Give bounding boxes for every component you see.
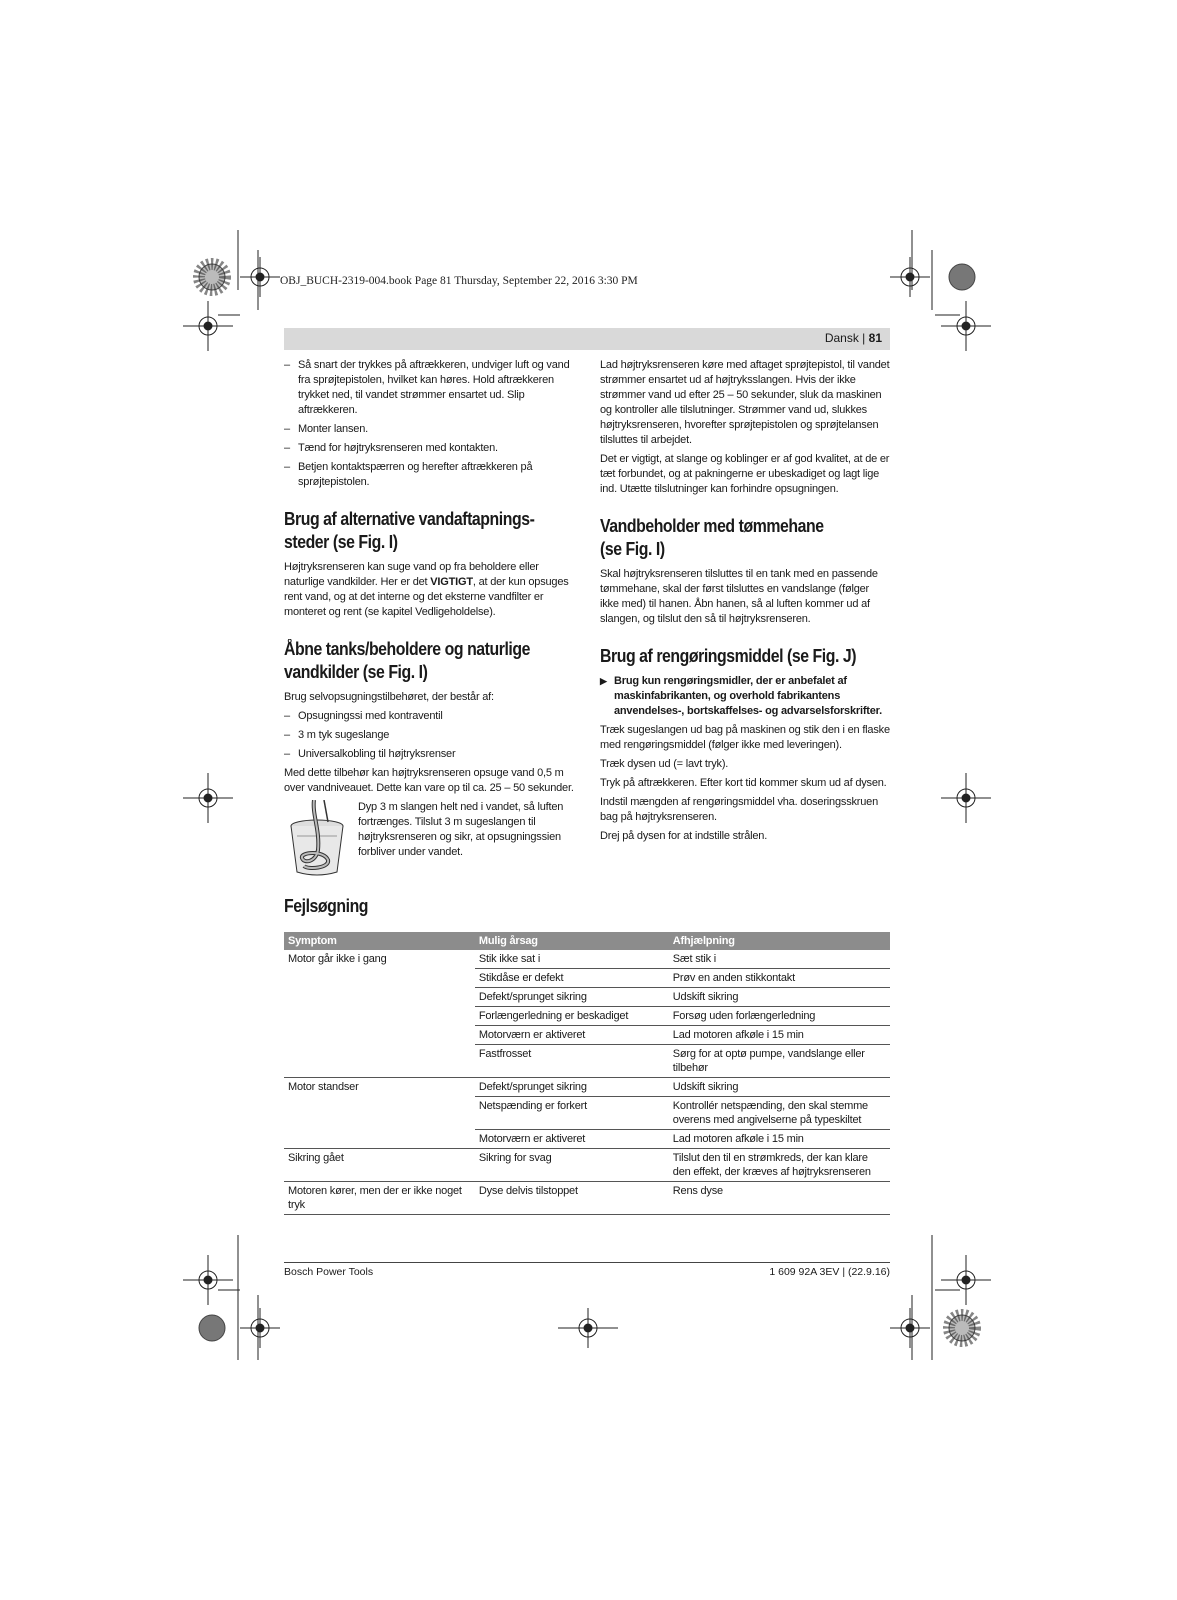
remedy-cell: Lad motoren afkøle i 15 min <box>669 1026 890 1045</box>
troubleshooting-title: Fejlsøgning <box>284 896 369 916</box>
cause-cell: Motorværn er aktiveret <box>475 1026 669 1045</box>
table-header-row <box>284 932 890 950</box>
page-number: 81 <box>868 331 882 345</box>
bucket-hose-illustration <box>284 800 350 878</box>
page-label: Dansk | 81 <box>824 331 882 345</box>
cause-cell: Defekt/sprunget sikring <box>475 988 669 1007</box>
list-item: – Betjen kontaktspærren og herefter aftrækkeren på sprøjtepistolen. <box>284 460 574 490</box>
footer-brand: Bosch Power Tools <box>284 1266 374 1278</box>
right-paragraph-2: Det er vigtigt, at slange og koblinger er af god kvalitet, at de er tæt forbundet, og at pakningerne er ubeskadiget og lagt lige ind. Utætte tilslutninger kan forhindre opsugningen. <box>600 453 890 495</box>
list-item: – Så snart der trykkes på aftrækkeren, undviger luft og vand fra sprøjtepistolen, hvilket kan høres. Hold aftrækkeren trykket ned, til vandet strømmer ensartet ud. Slip aftrækkeren. <box>284 358 574 418</box>
list-item: – Monter lansen. <box>284 422 574 437</box>
cleaning-paragraph: Indstil mængden af rengøringsmiddel vha. doseringsskruen bag på højtryksrenseren. <box>600 796 879 823</box>
table-row <box>284 1149 890 1182</box>
heading-alternative-water: Brug af alternative vandaftapnings- steder (se Fig. I) <box>284 509 535 552</box>
symptom-cell: Motor standser <box>284 1078 475 1149</box>
left-column <box>284 358 574 878</box>
remedy-cell: Sørg for at optø pumpe, vandslange eller tilbehør <box>669 1045 890 1078</box>
remedy-cell: Udskift sikring <box>669 1078 890 1097</box>
table-row <box>284 950 890 969</box>
cause-cell: Stik ikke sat i <box>475 950 669 969</box>
right-paragraph-1: Lad højtryksrenseren køre med aftaget sprøjtepistol, til vandet strømmer ensartet ud af højtryksslangen. Hvis der ikke strømmer vand ud efter 25 – 50 sekunder, sluk da maskinen og kontroller alle tilslutninger. Strømmer vand ud, slukkes højtryksrenseren, hvorefter sprøjtepistolen og sprøjtelansen tilsluttes til arbejdet. <box>600 359 890 446</box>
footer-doc-number: 1 609 92A 3EV | (22.9.16) <box>769 1266 890 1278</box>
cause-cell: Forlængerledning er beskadiget <box>475 1007 669 1026</box>
column-header: Mulig årsag <box>475 932 669 950</box>
list-item: – Opsugningssi med kontraventil <box>284 709 574 724</box>
heading-cleaning-agent: Brug af rengøringsmiddel (se Fig. J) <box>600 646 857 666</box>
remedy-cell: Prøv en anden stikkontakt <box>669 969 890 988</box>
remedy-cell: Sæt stik i <box>669 950 890 969</box>
tank-paragraph: Skal højtryksrenseren tilsluttes til en tank med en passende tømmehane, skal der først tilsluttes en vandslange (følger ikke med) til hanen. Åbn hanen, så al luften kommer ud af slangen, og tilslut den så til højtryksrenseren. <box>600 568 878 625</box>
cause-cell: Stikdåse er defekt <box>475 969 669 988</box>
remedy-cell: Kontrollér netspænding, den skal stemme overens med angivelserne på typeskiltet <box>669 1097 890 1130</box>
column-header: Afhjælpning <box>669 932 890 950</box>
cause-cell: Defekt/sprunget sikring <box>475 1078 669 1097</box>
table-row <box>284 1182 890 1215</box>
cause-cell: Netspænding er forkert <box>475 1097 669 1130</box>
heading-open-tanks: Åbne tanks/beholdere og naturlige vandkilder (se Fig. I) <box>284 639 531 682</box>
list-item: – Universalkobling til højtryksrenser <box>284 747 574 762</box>
column-header: Symptom <box>284 932 475 950</box>
heading-tank-tap: Vandbeholder med tømmehane (se Fig. I) <box>600 516 824 559</box>
troubleshooting-table <box>284 932 890 1215</box>
language-label: Dansk <box>824 331 859 345</box>
footer-divider <box>284 1262 890 1263</box>
right-column <box>600 358 890 848</box>
remedy-cell: Tilslut den til en strømkreds, der kan klare den effekt, der kræves af højtryksrenseren <box>669 1149 890 1182</box>
alt-paragraph: Højtryksrenseren kan suge vand op fra beholdere eller naturlige vandkilder. Her er det VIGTIGT, at der kun opsuges rent vand, og at det interne og det eksterne vandfilter er monteret og rent (se kapitel Vedligeholdelse). <box>284 561 569 618</box>
symptom-cell: Motoren kører, men der er ikke noget tryk <box>284 1182 475 1215</box>
cause-cell: Fastfrosset <box>475 1045 669 1078</box>
cleaning-paragraph: Drej på dysen for at indstille strålen. <box>600 830 768 842</box>
table-row <box>284 1078 890 1097</box>
language-bar <box>284 328 890 350</box>
list-item: – 3 m tyk sugeslange <box>284 728 574 743</box>
cleaning-paragraph: Træk dysen ud (= lavt tryk). <box>600 758 729 770</box>
remedy-cell: Rens dyse <box>669 1182 890 1215</box>
open-intro: Brug selvopsugningstilbehøret, der består af: <box>284 691 494 703</box>
cleaning-warning: ▶ Brug kun rengøringsmidler, der er anbefalet af maskinfabrikanten, og overhold fabrikantens anvendelses-, bortskaffelses- og advarselsforskrifter. <box>600 674 890 719</box>
open-paragraph: Med dette tilbehør kan højtryksrenseren opsuge vand 0,5 m over vandniveauet. Dette kan vare op til ca. 25 – 50 sekunder. <box>284 767 574 794</box>
cause-cell: Dyse delvis tilstoppet <box>475 1182 669 1215</box>
remedy-cell: Udskift sikring <box>669 988 890 1007</box>
bucket-text: Dyp 3 m slangen helt ned i vandet, så luften fortrænges. Tilslut 3 m sugeslangen til højtryksrenseren og sikr, at opsugningssien forbliver under vandet. <box>358 801 564 858</box>
symptom-cell: Motor går ikke i gang <box>284 950 475 1078</box>
cleaning-paragraph: Tryk på aftrækkeren. Efter kort tid kommer skum ud af dysen. <box>600 777 887 789</box>
cause-cell: Sikring for svag <box>475 1149 669 1182</box>
bucket-instruction <box>284 800 574 878</box>
cleaning-paragraph: Træk sugeslangen ud bag på maskinen og stik den i en flaske med rengøringsmiddel (følger ikke med leveringen). <box>600 724 890 751</box>
remedy-cell: Forsøg uden forlængerledning <box>669 1007 890 1026</box>
print-header: OBJ_BUCH-2319-004.book Page 81 Thursday, September 22, 2016 3:30 PM <box>280 275 638 287</box>
symptom-cell: Sikring gået <box>284 1149 475 1182</box>
list-item: – Tænd for højtryksrenseren med kontakten. <box>284 441 574 456</box>
remedy-cell: Lad motoren afkøle i 15 min <box>669 1130 890 1149</box>
cause-cell: Motorværn er aktiveret <box>475 1130 669 1149</box>
